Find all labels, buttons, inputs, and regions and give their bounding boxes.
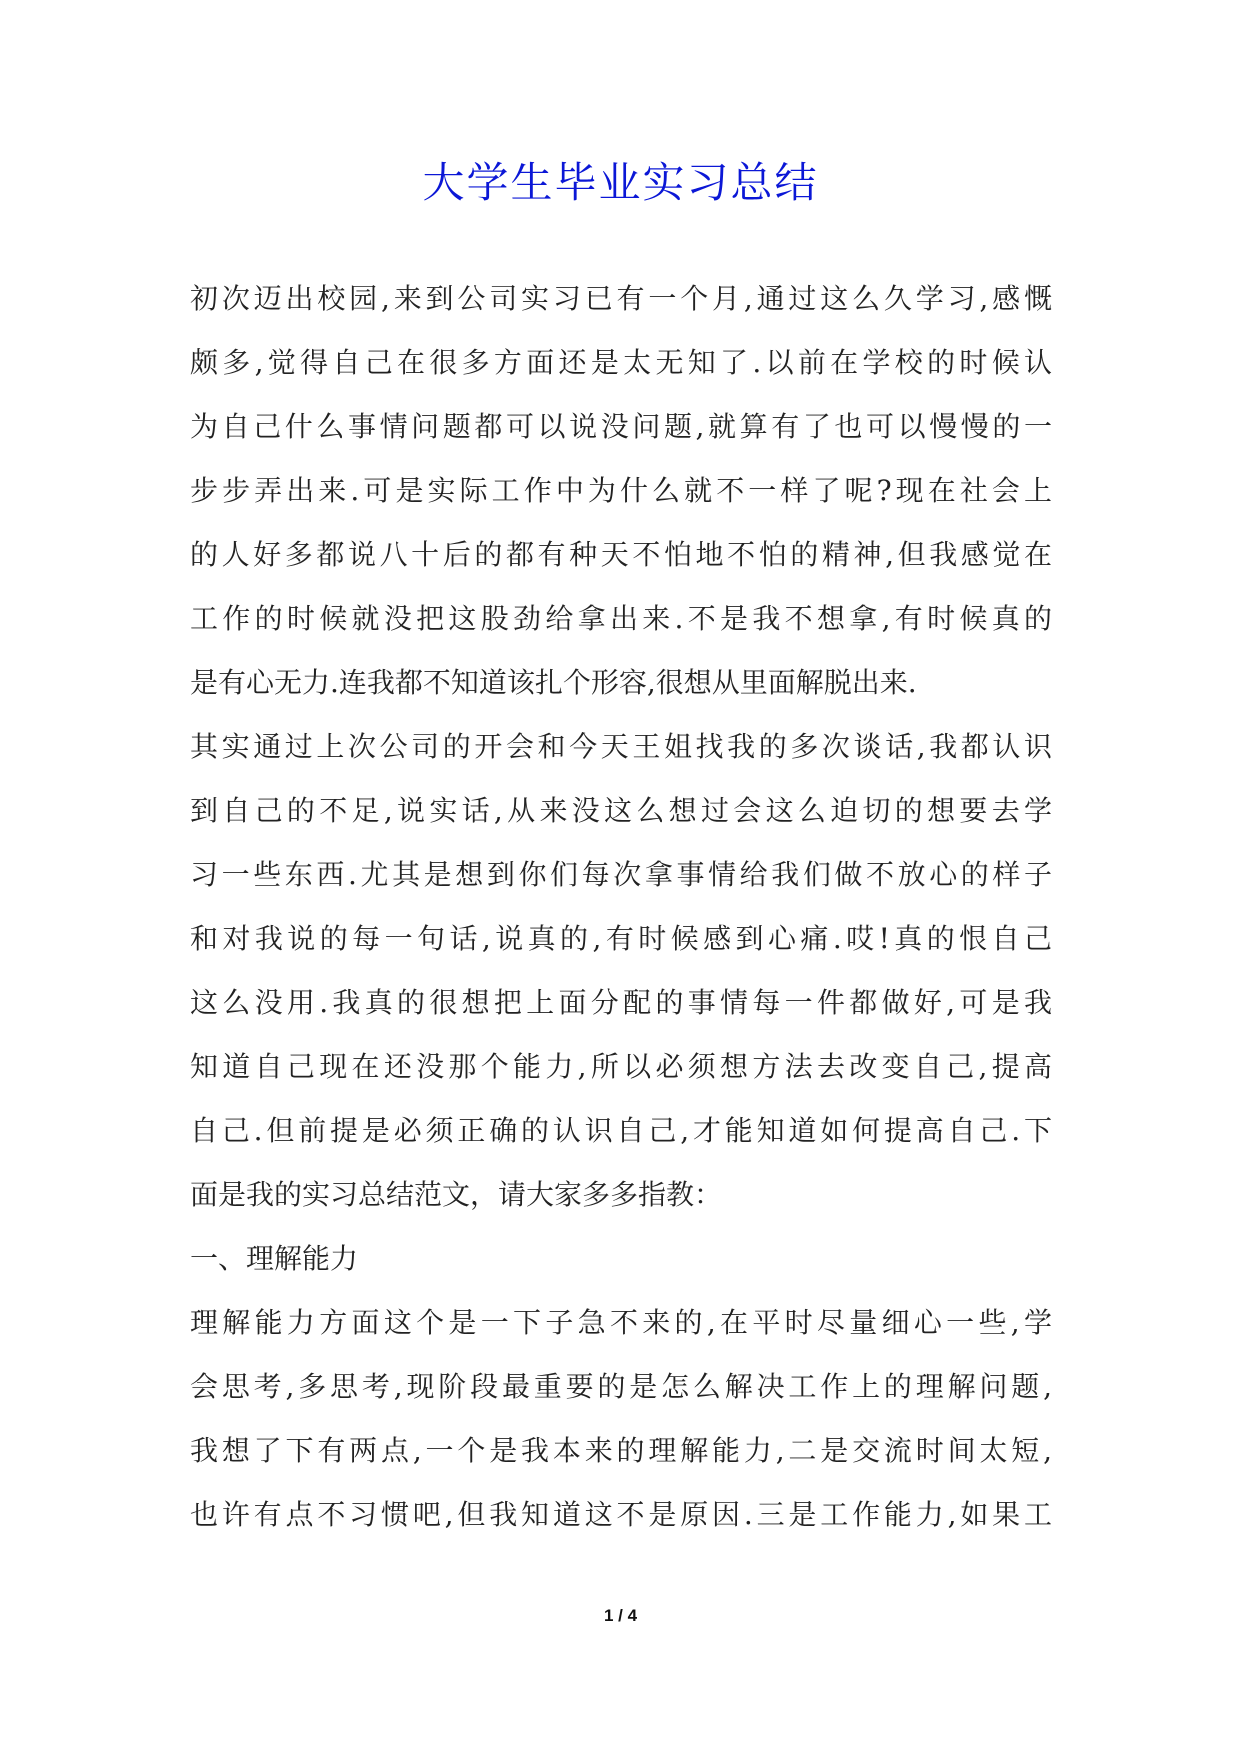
body-line: 我想了下有两点,一个是我本来的理解能力,二是交流时间太短,	[190, 1434, 1052, 1467]
body-line: 工作的时候就没把这股劲给拿出来.不是我不想拿,有时候真的	[190, 602, 1052, 635]
section-heading: 一、理解能力	[190, 1242, 359, 1275]
body-line: 也许有点不习惯吧,但我知道这不是原因.三是工作能力,如果工	[190, 1498, 1052, 1531]
document-title: 大学生毕业实习总结	[422, 158, 819, 207]
body-line: 理解能力方面这个是一下子急不来的,在平时尽量细心一些,学	[190, 1306, 1052, 1339]
body-line: 是有心无力.连我都不知道该扎个形容,很想从里面解脱出来.	[190, 666, 917, 699]
body-line: 其实通过上次公司的开会和今天王姐找我的多次谈话,我都认识	[190, 730, 1052, 763]
body-line: 到自己的不足,说实话,从来没这么想过会这么迫切的想要去学	[190, 794, 1052, 827]
body-line: 自己.但前提是必须正确的认识自己,才能知道如何提高自己.下	[190, 1114, 1052, 1147]
body-line: 的人好多都说八十后的都有种天不怕地不怕的精神,但我感觉在	[190, 538, 1052, 571]
body-line: 面是我的实习总结范文，请大家多多指教：	[190, 1178, 723, 1211]
body-line: 颇多,觉得自己在很多方面还是太无知了.以前在学校的时候认	[190, 346, 1052, 379]
body-line: 和对我说的每一句话,说真的,有时候感到心痛.哎!真的恨自己	[190, 922, 1052, 955]
body-line: 步步弄出来.可是实际工作中为什么就不一样了呢?现在社会上	[190, 474, 1052, 507]
page-number: 1 / 4	[603, 1606, 638, 1625]
body-line: 为自己什么事情问题都可以说没问题,就算有了也可以慢慢的一	[190, 410, 1052, 443]
body-line: 知道自己现在还没那个能力,所以必须想方法去改变自己,提高	[190, 1050, 1052, 1083]
document-body	[190, 267, 1052, 1547]
body-line: 这么没用.我真的很想把上面分配的事情每一件都做好,可是我	[190, 986, 1052, 1019]
body-line: 初次迈出校园,来到公司实习已有一个月,通过这么久学习,感慨	[190, 282, 1052, 315]
body-line: 习一些东西.尤其是想到你们每次拿事情给我们做不放心的样子	[190, 858, 1052, 891]
body-line: 会思考,多思考,现阶段最重要的是怎么解决工作上的理解问题,	[190, 1370, 1052, 1403]
